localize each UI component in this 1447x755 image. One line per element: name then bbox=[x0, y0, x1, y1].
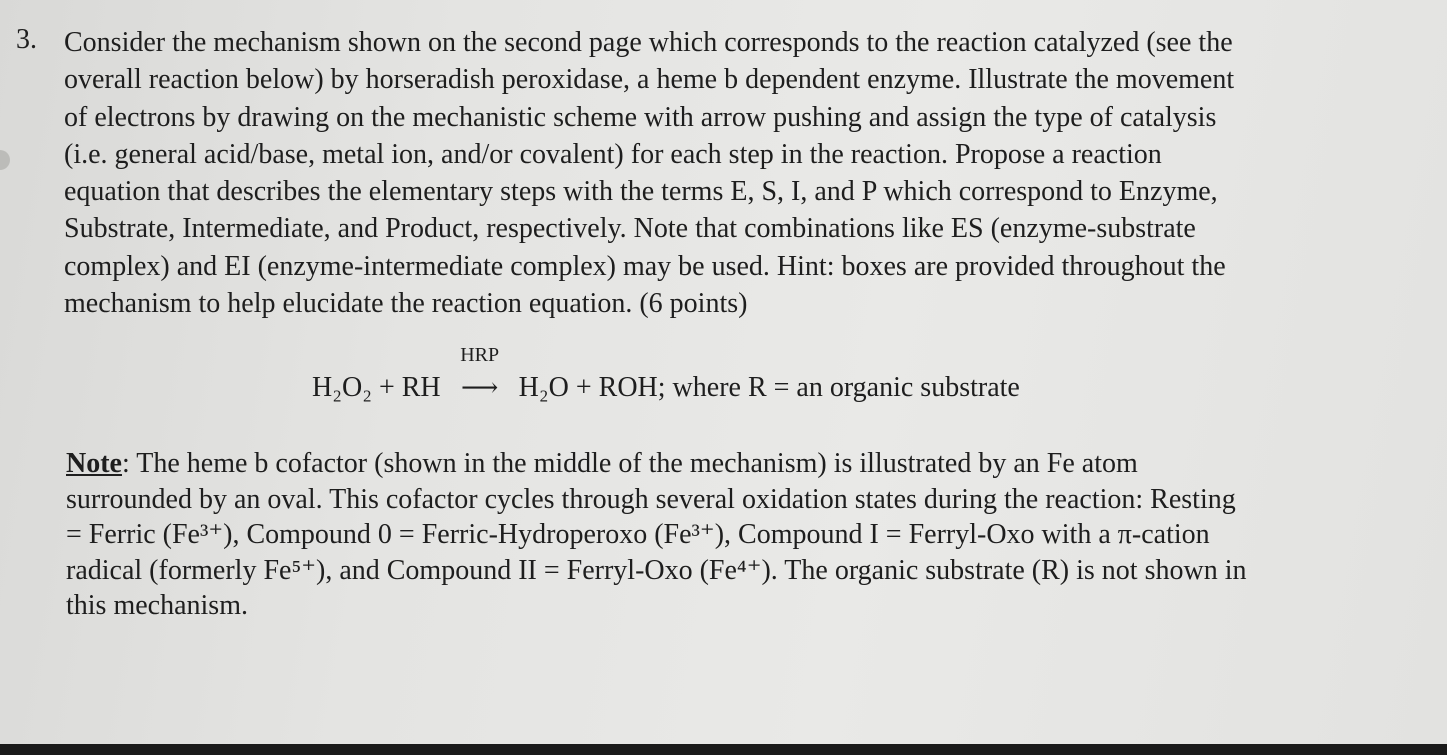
note-paragraph bbox=[66, 446, 1411, 624]
question-line: mechanism to help elucidate the reaction equation. (6 points) bbox=[64, 288, 748, 320]
overall-reaction-equation bbox=[312, 344, 1020, 404]
question-line: complex) and EI (enzyme-intermediate complex) may be used. Hint: boxes are provided throughout the bbox=[64, 250, 1226, 282]
question-text bbox=[64, 24, 1409, 322]
question-line: Substrate, Intermediate, and Product, respectively. Note that combinations like ES (enzyme-substrate bbox=[64, 213, 1196, 245]
equation-products: H₂O + ROH; where R = an organic substrate bbox=[518, 372, 1020, 403]
question-line: overall reaction below) by horseradish peroxidase, a heme b dependent enzyme. Illustrate the movement bbox=[64, 64, 1235, 96]
note-line-text: : The heme b cofactor (shown in the middle of the mechanism) is illustrated by an Fe atom bbox=[121, 448, 1138, 479]
note-label: Note bbox=[66, 448, 122, 479]
note-line: radical (formerly Fe⁵⁺), and Compound II = Ferryl-Oxo (Fe⁴⁺). The organic substrate (R) is not shown in bbox=[66, 554, 1247, 586]
catalyst-label: HRP bbox=[460, 344, 500, 366]
reaction-arrow bbox=[454, 344, 506, 404]
question-line: Consider the mechanism shown on the second page which corresponds to the reaction catalyzed (see the bbox=[64, 27, 1233, 58]
note-line: this mechanism. bbox=[66, 590, 248, 621]
note-line: surrounded by an oval. This cofactor cycles through several oxidation states during the reaction: Resting bbox=[66, 483, 1236, 515]
arrow-icon: ⟶ bbox=[461, 373, 499, 402]
bottom-edge bbox=[0, 744, 1447, 755]
page-edge-shadow bbox=[0, 150, 10, 170]
question-number: 3. bbox=[16, 24, 37, 55]
question-line: equation that describes the elementary steps with the terms E, S, I, and P which correspond to Enzyme, bbox=[64, 176, 1218, 208]
note-line bbox=[66, 446, 1411, 482]
equation-reactants: H₂O₂ + RH bbox=[312, 372, 441, 403]
note-line: = Ferric (Fe³⁺), Compound 0 = Ferric-Hydroperoxo (Fe³⁺), Compound I = Ferryl-Oxo with a π-cation bbox=[66, 519, 1210, 550]
question-line: of electrons by drawing on the mechanistic scheme with arrow pushing and assign the type of catalysis bbox=[64, 101, 1217, 133]
question-line: (i.e. general acid/base, metal ion, and/or covalent) for each step in the reaction. Propose a reaction bbox=[64, 138, 1162, 170]
